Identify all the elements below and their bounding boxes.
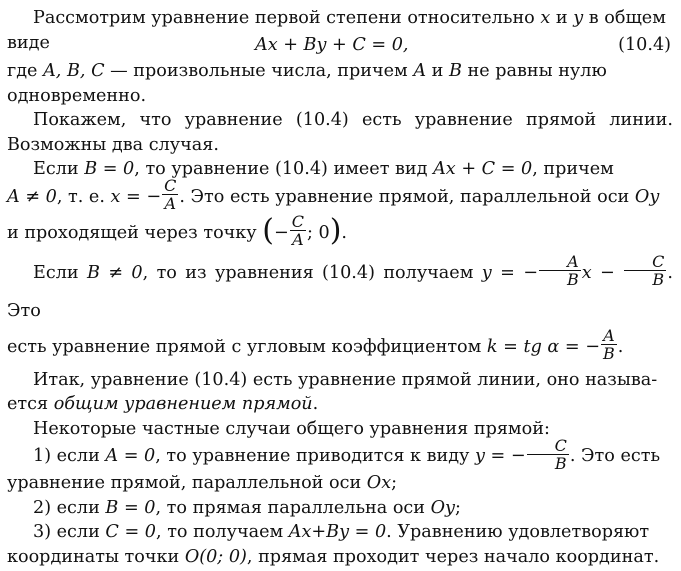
frac-num: C xyxy=(164,176,177,195)
x-minus: x − xyxy=(581,262,624,283)
frac-num: C xyxy=(527,437,569,455)
var-x: x xyxy=(540,8,551,28)
frac-num: C xyxy=(291,212,304,231)
axis-oy: Oy xyxy=(634,186,660,207)
t: . xyxy=(312,394,319,414)
special-case-2 xyxy=(7,496,673,521)
t: ется xyxy=(7,394,54,414)
intro-tail: в общем xyxy=(583,8,666,28)
fraction-a-over-b xyxy=(539,253,581,288)
frac-num: C xyxy=(624,253,666,271)
paragraph-conclusion xyxy=(7,368,673,417)
t: , прямая проходит через начало координат. xyxy=(246,546,660,567)
coef-mid: — произвольные числа, причем xyxy=(104,61,414,81)
frac-den: B xyxy=(602,344,615,363)
conj: и xyxy=(426,61,449,81)
t: 2) если xyxy=(33,497,106,518)
special-case-1 xyxy=(7,437,673,475)
axis-oy: Oy xyxy=(430,497,455,518)
frac-den: B xyxy=(652,270,665,289)
cond-b-zero: B = 0 xyxy=(84,159,135,179)
paren-close: ) xyxy=(329,212,342,248)
origin-point: O(0; 0) xyxy=(184,546,247,567)
t: Если xyxy=(33,262,87,283)
paragraph-special-cases: Некоторые частные случаи общего уравнения прямой: xyxy=(33,418,550,439)
t: и проходящей через точку xyxy=(7,222,263,243)
k-eq: k = tg α = − xyxy=(486,336,600,357)
intro-text: Рассмотрим уравнение первой степени относительно xyxy=(33,8,541,28)
t: . xyxy=(617,336,624,357)
minus-sign: − xyxy=(273,222,289,243)
cond-b-nonzero: B ≠ 0 xyxy=(86,262,143,283)
general-equation: Ax + By + C = 0, xyxy=(255,35,409,55)
t: , т. е. xyxy=(56,186,111,207)
paragraph-coefficients xyxy=(7,59,673,108)
var-b: B xyxy=(448,61,462,81)
axis-ox: Ox xyxy=(366,473,392,493)
t: , то уравнение приводится к виду xyxy=(155,446,476,466)
coef-vars: A, B, C xyxy=(43,61,105,81)
paragraph-case-b-nonzero xyxy=(7,254,673,330)
var-a: A xyxy=(413,61,427,81)
coef-pre: где xyxy=(7,61,44,81)
t: . xyxy=(341,222,347,243)
line-x-value xyxy=(7,178,673,216)
t: 1) если xyxy=(33,446,106,466)
y-eq: y = − xyxy=(475,446,526,466)
t: . Это есть уравнение прямой, параллельной оси xyxy=(179,186,635,207)
frac-den: B xyxy=(554,453,567,473)
t: координаты точки xyxy=(7,546,185,567)
fraction-point xyxy=(290,213,306,248)
t: , то получаем xyxy=(156,522,289,542)
t: . Это есть xyxy=(569,446,661,466)
cond-b-zero: B = 0 xyxy=(105,497,156,518)
fraction-slope xyxy=(601,327,617,362)
fraction-c-over-b xyxy=(527,437,569,472)
t: Итак, уравнение (10.4) есть уравнение прямой линии, оно называ- xyxy=(33,369,658,390)
equation-row xyxy=(7,31,673,59)
coef-tail: не равны нулю xyxy=(461,61,607,81)
fraction-c-over-a xyxy=(162,177,178,212)
var-y: y xyxy=(573,8,584,28)
frac-den: A xyxy=(164,194,177,213)
t: ; xyxy=(454,497,461,518)
cond-a-nonzero: A ≠ 0 xyxy=(7,186,57,207)
t: , причем xyxy=(532,159,614,179)
term-general-equation: общим уравнением прямой xyxy=(53,394,313,414)
intro-line2: виде xyxy=(7,32,50,53)
frac-num: A xyxy=(601,327,617,345)
frac-den: B xyxy=(566,270,579,289)
equation-number: (10.4) xyxy=(618,35,671,55)
conj: и xyxy=(550,8,574,28)
t: , то уравнение (10.4) имеет вид xyxy=(134,159,434,179)
t: , то прямая параллельна оси xyxy=(155,497,431,518)
point-tail: ; 0 xyxy=(306,222,330,243)
t: , то из уравнения (10.4) получаем xyxy=(142,262,482,283)
paren-open: ( xyxy=(262,212,274,248)
t: . Уравнению удовлетворяют xyxy=(386,522,650,542)
t: 3) если xyxy=(33,522,106,542)
cond-a-zero: A = 0 xyxy=(105,446,156,466)
line-point xyxy=(7,214,673,252)
special-case-3 xyxy=(7,520,673,569)
t: есть уравнение прямой с угловым коэффициентом xyxy=(7,336,487,357)
t: Если xyxy=(33,159,85,179)
cond-c-zero: C = 0 xyxy=(105,522,157,542)
y-eq: y = − xyxy=(481,262,538,283)
t: уравнение прямой, параллельной оси xyxy=(7,473,367,493)
t: . Это xyxy=(7,262,673,321)
fraction-c-over-b xyxy=(624,253,666,288)
x-eq: x = − xyxy=(110,186,162,207)
coef-line2: одновременно. xyxy=(7,85,147,106)
eq-ax-by: Ax+By = 0 xyxy=(288,522,387,542)
eq-ax-c: Ax + C = 0 xyxy=(433,159,533,179)
frac-den: A xyxy=(292,230,304,249)
paragraph-show: Покажем, что уравнение (10.4) есть уравнение прямой линии. Возможны два случая. xyxy=(7,110,673,155)
frac-num: A xyxy=(539,253,581,271)
line-slope xyxy=(7,328,673,366)
t: ; xyxy=(391,473,398,493)
